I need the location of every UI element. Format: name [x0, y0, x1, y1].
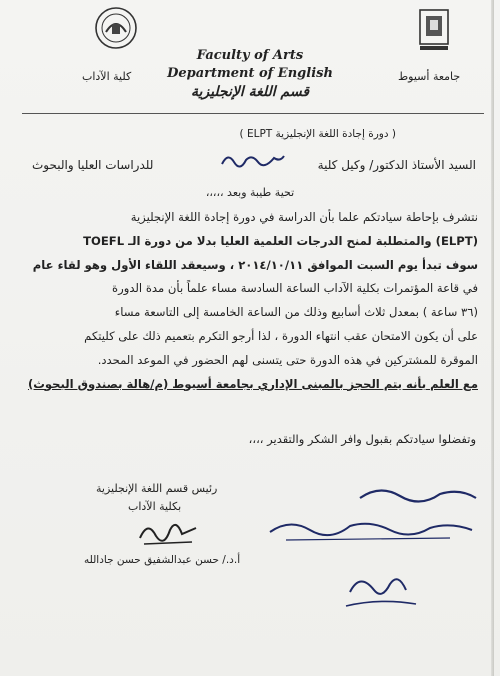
handwritten-annotation — [250, 480, 486, 620]
body-line: (٣٦ ساعة ) بمعدل ثلاث أسابيع وذلك من الساعة الخامسة إلى التاسعة مساء — [114, 305, 478, 320]
body-line: الموقرة للمشتركين في هذه الدورة حتى يتسنى لهم الحضور في الموعد المحدد. — [97, 352, 478, 367]
faculty-title: Faculty of Arts — [196, 48, 304, 63]
department-title: Department of English — [167, 66, 333, 81]
university-logo — [416, 6, 452, 52]
signatory-faculty: بكلية الآداب — [128, 500, 182, 513]
body-line: سوف تبدأ يوم السبت الموافق ٢٠١٤/١٠/١١ ، وسيعقد اللقاء الأول وهو لقاء عام — [32, 257, 478, 272]
addressee-department: للدراسات العليا والبحوث — [32, 158, 154, 172]
body-line: في قاعة المؤتمرات بكلية الآداب الساعة السادسة مساء علماً بأن مدة الدورة — [112, 281, 478, 296]
body-line: مع العلم بأنه يتم الحجز بالمبنى الإداري بجامعة أسيوط (م/هالة بصندوق البحوث) — [27, 376, 478, 391]
signatory-name: أ.د./ حسن عبدالشفيق حسن جادالله — [84, 554, 241, 566]
university-arabic-label: جامعة أسيوط — [398, 70, 461, 83]
body-line: (ELPT) والمتطلبة لمنح الدرجات العلمية العليا بدلا من دورة الـ TOEFL — [83, 233, 478, 248]
greeting: تحية طيبة وبعد ،،،،، — [205, 186, 295, 199]
header-divider — [22, 113, 484, 114]
handwritten-name-fill — [218, 148, 288, 172]
addressee-line: السيد الأستاذ الدكتور/ وكيل كلية — [317, 158, 476, 172]
signatory-title: رئيس قسم اللغة الإنجليزية — [96, 482, 218, 495]
body-line: على أن يكون الامتحان عقب انتهاء الدورة ، لذا أرجو التكرم بتعميم ذلك على كليتكم — [84, 328, 478, 343]
letter-body — [16, 206, 478, 396]
course-subject-line: ( دورة إجادة اللغة الإنجليزية ELPT ) — [239, 128, 396, 140]
faculty-seal-logo — [92, 6, 140, 52]
department-arabic-title: قسم اللغة الإنجليزية — [190, 84, 310, 100]
closing-line: وتفضلوا سيادتكم بقبول وافر الشكر والتقدير ،،،، — [248, 432, 476, 446]
handwritten-signature — [134, 514, 204, 550]
body-line: نتشرف بإحاطة سيادتكم علما بأن الدراسة في دورة إجادة اللغة الإنجليزية — [130, 210, 478, 224]
faculty-arabic-label: كلية الآداب — [82, 70, 132, 83]
